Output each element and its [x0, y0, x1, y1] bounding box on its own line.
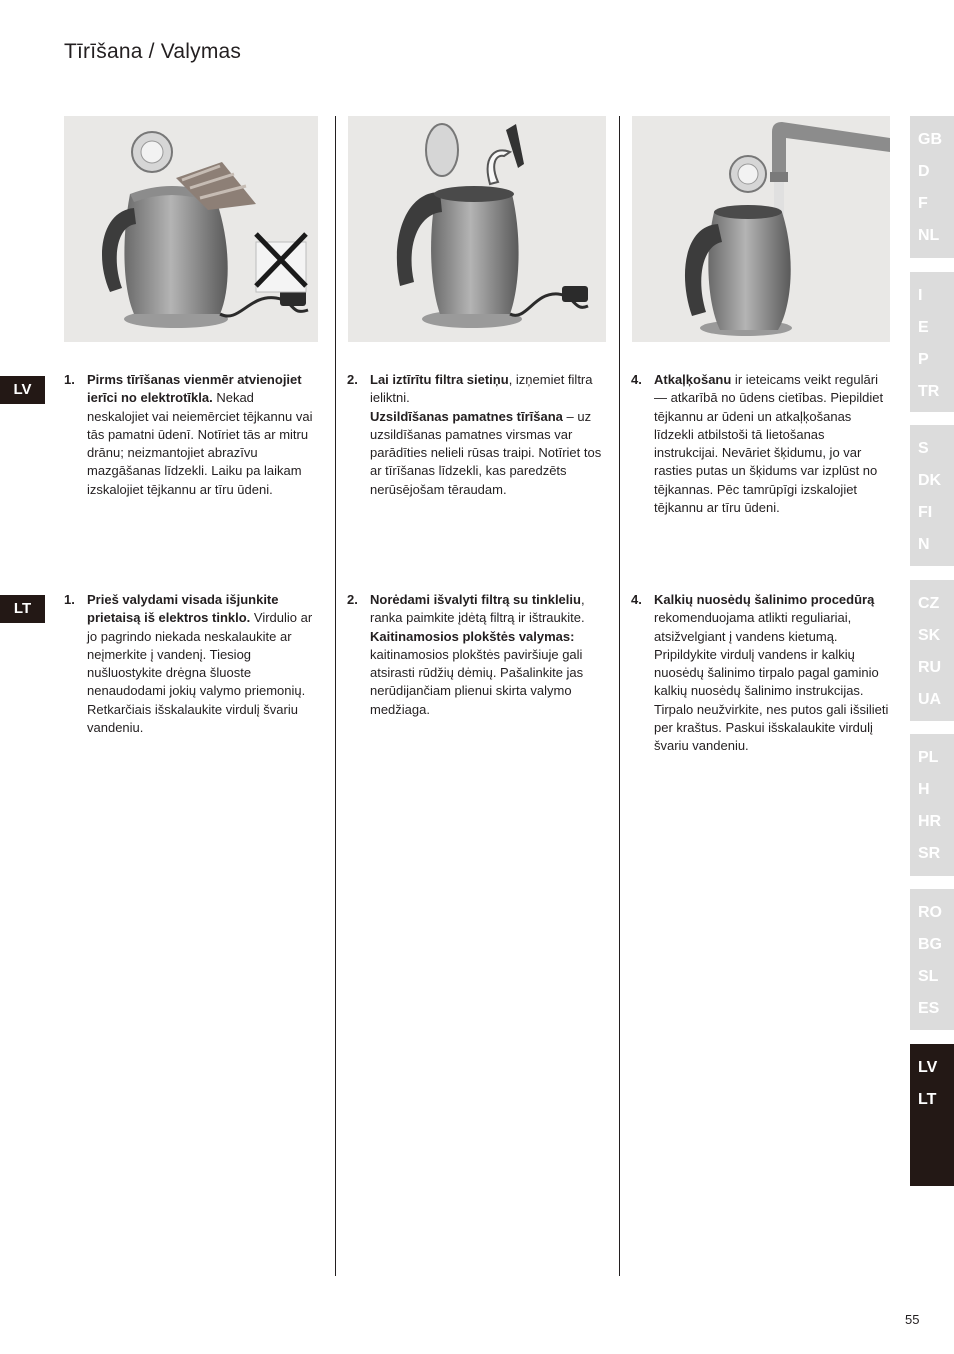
lang-tab[interactable]: FI	[918, 504, 933, 521]
lang-tab[interactable]: ES	[918, 1000, 940, 1017]
lt-step-4	[631, 591, 889, 756]
column-divider	[619, 116, 620, 1276]
step-number: 4.	[631, 592, 642, 607]
step-text: rekomenduojama atlikti reguliariai, atsižvelgiant į vandens kietumą. Pripildykite virdulį vandens ir kalkių nuosėdų šalinimo tirpalo pagal gaminio kalkių nuosėdų šalinimo instrukcijas. Tirpalo neužvirkite, nes putos gali išsilieti per kraštus. Paskui išskalaukite virdulį švariu vandeniu.	[654, 610, 889, 754]
page-number: 55	[905, 1312, 920, 1327]
lang-tab[interactable]: P	[918, 351, 929, 368]
lang-tab[interactable]: GB	[918, 131, 942, 148]
column-divider	[335, 116, 336, 1276]
lang-tab[interactable]: I	[918, 287, 923, 304]
lang-tab-active[interactable]: LT	[918, 1091, 937, 1108]
lang-tab[interactable]: TR	[918, 383, 940, 400]
step-bold-text-2: Uzsildīšanas pamatnes tīrīšana	[370, 408, 563, 424]
step-bold-text: Norėdami išvalyti filtrą su tinkleliu	[370, 592, 581, 607]
lang-tab-group[interactable]	[910, 889, 954, 1030]
lang-tab[interactable]: RU	[918, 659, 942, 676]
step-number: 1.	[64, 592, 75, 607]
lang-tab[interactable]: DK	[918, 472, 942, 489]
lang-tab-active[interactable]: LV	[918, 1059, 938, 1076]
step-number: 2.	[347, 372, 358, 387]
step-bold-text-2: Kaitinamosios plokštės valymas:	[370, 628, 575, 644]
kettle-descale-icon	[632, 116, 890, 342]
lang-tab[interactable]: H	[918, 781, 930, 798]
illustration-filter	[348, 116, 606, 342]
lang-tab[interactable]: S	[918, 440, 929, 457]
illustration-unplug	[64, 116, 318, 342]
lang-tab[interactable]: SR	[918, 845, 941, 862]
step-number: 2.	[347, 592, 358, 607]
step-text-2: – uz uzsildīšanas pamatnes virsmas var parādīties nelieli rūsas traipi. Notīriet tos ar tīrīšanas līdzekli, kas paredzēts nerūsējošam tēraudam.	[370, 408, 602, 497]
step-text: , ranka paimkite įdėtą filtrą ir ištraukite.	[370, 592, 585, 626]
lv-step-1	[64, 371, 316, 499]
lang-tab[interactable]: CZ	[918, 595, 940, 612]
step-bold-text: Atkaļķošanu	[654, 372, 732, 387]
kettle-unplug-icon	[64, 116, 318, 342]
step-text: Virdulio ar jo pagrindo niekada neskalaukite ar neįmerkite į vandenį. Tiesiog nušluostykite drėgna šluoste nenaudodami jokių valymo priemonių. Retkarčiais išskalaukite virdulį švariu vandeniu.	[87, 610, 313, 736]
step-bold-text: Prieš valydami visada išjunkite prietaisą iš elektros tinklo.	[87, 592, 279, 626]
lang-tab-group[interactable]	[910, 734, 954, 876]
lang-tab[interactable]: HR	[918, 813, 942, 830]
lang-tab[interactable]: N	[918, 536, 930, 553]
page-title: Tīrīšana / Valymas	[64, 40, 242, 63]
lang-tab-group[interactable]	[910, 272, 954, 412]
step-bold-text: Pirms tīrīšanas vienmēr atvienojiet ierīci no elektrotīkla.	[87, 372, 302, 406]
lang-tab[interactable]: NL	[918, 227, 940, 244]
illustration-descale	[632, 116, 890, 342]
lang-tab[interactable]: SL	[918, 968, 939, 985]
step-bold-text: Kalkių nuosėdų šalinimo procedūrą	[654, 592, 875, 607]
lang-tab[interactable]: BG	[918, 936, 942, 953]
lt-step-1	[64, 591, 316, 737]
step-text-2: kaitinamosios plokštės paviršiuje gali atsirasti rūdžių dėmių. Pašalinkite jas nerūdijančiam plienui skirta valymo medžiaga.	[370, 646, 584, 717]
step-number: 1.	[64, 372, 75, 387]
lang-tab-group[interactable]	[910, 116, 954, 258]
lang-marker-lt: LT	[0, 595, 45, 623]
step-text: Nekad neskalojiet vai neiemērciet tējkannu vai tās pamatni ūdenī. Notīriet tās ar mitru drānu; neizmantojiet abrazīvu mazgāšanas līdzekli. Laiku pa laikam izskalojiet tējkannu ar tīru ūdeni.	[87, 390, 313, 497]
lang-tab[interactable]: PL	[918, 749, 939, 766]
step-bold-text: Lai iztīrītu filtra sietiņu	[370, 372, 509, 387]
lang-tab[interactable]: E	[918, 319, 929, 336]
lang-tab[interactable]: RO	[918, 904, 942, 921]
lang-tab-group-active[interactable]	[910, 1044, 954, 1186]
lt-step-2	[347, 591, 605, 719]
kettle-filter-icon	[348, 116, 606, 342]
lang-marker-lv: LV	[0, 376, 45, 404]
lang-tab[interactable]: UA	[918, 691, 942, 708]
step-number: 4.	[631, 372, 642, 387]
step-text: , izņemiet filtra ieliktni.	[370, 372, 593, 406]
lang-tab[interactable]: SK	[918, 627, 941, 644]
lv-step-4	[631, 371, 889, 517]
lang-tab-group[interactable]	[910, 580, 954, 721]
lang-tab-group[interactable]	[910, 425, 954, 566]
lang-tab[interactable]: F	[918, 195, 928, 212]
lang-tab[interactable]: D	[918, 163, 930, 180]
step-text: ir ieteicams veikt regulāri — atkarībā no ūdens cietības. Piepildiet tējkannu ar ūdeni un atkaļķošanas līdzekli atbilstoši tā lietošanas instrukcijai. Nevāriet šķidumu, jo var rasties putas un šķidums var izplūst no tējkannas. Pēc tamrūpīgi izskalojiet tējkannu ar tīru ūdeni.	[654, 372, 884, 516]
lv-step-2	[347, 371, 605, 499]
